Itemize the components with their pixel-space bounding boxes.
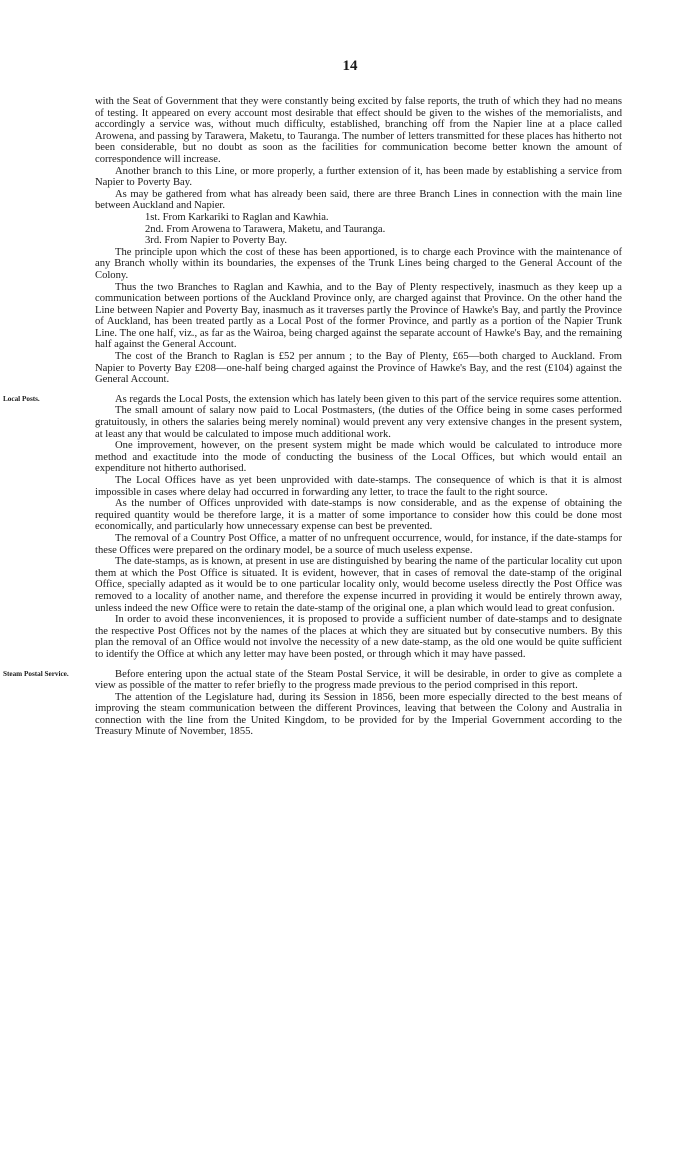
local-posts-section <box>3 393 622 661</box>
paragraph: Before entering upon the actual state of the Steam Postal Service, it will be desirable, in order to give as complete a view as possible of the matter to refer briefly to the progress made previous to the period comprised in this report. <box>95 668 622 692</box>
marginal-note-local-posts: Local Posts. <box>3 394 40 403</box>
paragraph: Another branch to this Line, or more properly, a further extension of it, has been made by establishing a service from Napier to Poverty Bay. <box>95 165 622 189</box>
page-number: 14 <box>342 58 358 74</box>
paragraph: The small amount of salary now paid to Local Postmasters, (the duties of the Office being in some cases performed gratuitously, in others the salaries being merely nominal) would prevent any very extensive changes in the present system, at least any that would be calculated to impose much additional work. <box>95 405 622 440</box>
paragraph: with the Seat of Government that they were constantly being excited by false reports, the truth of which they had no means of testing. It appeared on every account most desirable that effect should be given to the wishes of the memorialists, and accordingly a service was, without much difficulty, established, branching off from the Napier line at a place called Arowena, and passing by Tarawera, Maketu, to Tauranga. The number of letters transmitted for these places has hitherto not been considerable, but no doubt as soon as the facilities for communication become better known the amount of correspondence will increase. <box>95 96 622 165</box>
paragraph: The principle upon which the cost of these has been apportioned, is to charge each Province with the maintenance of any Branch wholly within its boundaries, the expenses of the Trunk Lines being charged to the General Account of the Colony. <box>95 246 622 281</box>
marginal-note-steam-postal-service: Steam Postal Service. <box>3 669 69 678</box>
list-item: 1st. From Karkariki to Raglan and Kawhia. <box>145 211 329 223</box>
steam-postal-service-section <box>3 668 622 739</box>
paragraph: As may be gathered from what has already been said, there are three Branch Lines in connection with the main line between Auckland and Napier. <box>95 188 622 212</box>
paragraph: The cost of the Branch to Raglan is £52 per annum ; to the Bay of Plenty, £65—both charged to Auckland. From Napier to Poverty Bay £208—one-half being charged against the Province of Hawke's Bay, and the rest (£104) against the General Account. <box>95 351 622 386</box>
branch-lines-section <box>95 96 622 386</box>
list-item: 3rd. From Napier to Poverty Bay. <box>145 235 288 247</box>
paragraph: The date-stamps, as is known, at present in use are distinguished by bearing the name of the particular locality cut upon them at which the Post Office is situated. It is evident, however, that in cases of removal the date-stamp of the original Office, specially adapted as it would be to one particular locality only, would become useless directly the Post Office was removed to a locality of another name, and therefore the expense incurred in providing it would be entirely thrown away, unless indeed the new Office were to retain the date-stamp of the original one, a plan which would lead to great confusion. <box>95 556 622 614</box>
paragraph: Thus the two Branches to Raglan and Kawhia, and to the Bay of Plenty respectively, inasmuch as they keep up a communication between portions of the Auckland Province only, are charged against that Province. On the other hand the Line between Napier and Poverty Bay, inasmuch as it traverses partly the Province of Hawke's Bay, and partly the Province of Auckland, has been treated partly as a Local Post of the former Province, and partly as a portion of the Napier Trunk Line. The one half, viz., as far as the Wairoa, being charged against the separate account of Hawke's Bay, and the remaining half against the General Account. <box>95 281 622 351</box>
paragraph: In order to avoid these inconveniences, it is proposed to provide a sufficient number of date-stamps and to designate the respective Post Offices not by the names of the places at which they are situated but by consecutive numbers. By this plan the removal of an Office would not involve the necessity of a new date-stamp, as the old one would be quite sufficient to identify the Office at which any letter may have been posted, or through which it may have passed. <box>95 614 622 660</box>
paragraph: One improvement, however, on the present system might be made which would be calculated to introduce more method and exactitude into the mode of conducting the business of the Local Offices, but which would entail an expenditure not hitherto authorised. <box>95 440 622 475</box>
paragraph: The attention of the Legislature had, during its Session in 1856, been more especially directed to the best means of improving the steam communication between the different Provinces, leaving that between the Colony and Australia in connection with the line from the United Kingdom, to be provided for by the Imperial Government according to the Treasury Minute of November, 1855. <box>95 691 622 738</box>
list-item: 2nd. From Arowena to Tarawera, Maketu, and Tauranga. <box>145 223 386 235</box>
paragraph: The removal of a Country Post Office, a matter of no unfrequent occurrence, would, for instance, if the date-stamps for these Offices were prepared on the ordinary model, be a source of much useless expense. <box>95 532 622 556</box>
paragraph: As the number of Offices unprovided with date-stamps is now considerable, and as the expense of obtaining the required quantity would be therefore large, it is a matter of some importance to consider how this could be done most economically, and particularly how unnecessary expense can best be prevented. <box>95 498 622 533</box>
paragraph: As regards the Local Posts, the extension which has lately been given to this part of the service requires some attention. <box>115 393 622 405</box>
paragraph: The Local Offices have as yet been unprovided with date-stamps. The consequence of which is that it is almost impossible in cases where delay had occurred in forwarding any letter, to trace the fault to the right source. <box>95 475 622 498</box>
page-body <box>3 96 622 738</box>
